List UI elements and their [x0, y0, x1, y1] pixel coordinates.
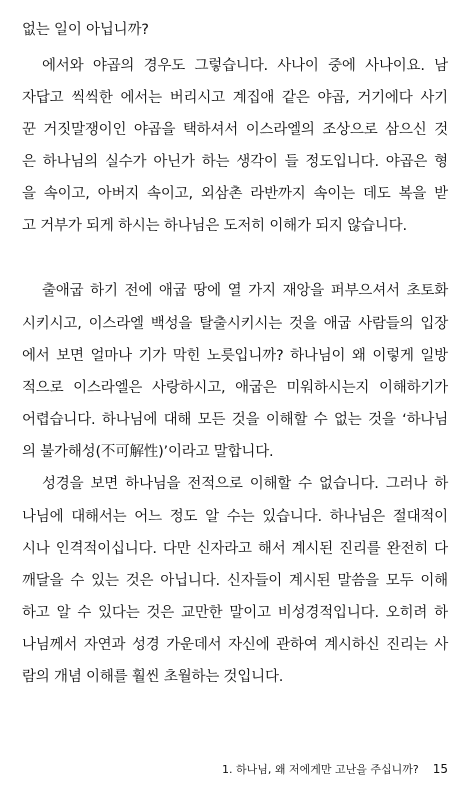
page-number: 15 [432, 762, 448, 776]
text-line: 고 거부가 되게 하시는 하나님은 도저히 이해가 되지 않습니다. [22, 218, 407, 234]
text-line: 성경을 보면 하나님을 전적으로 이해할 수 없습니다. 그러나 하 [42, 476, 448, 492]
text-line: 의 불가해성(不可解性)’이라고 말합니다. [22, 444, 274, 460]
text-line: 꾼 거짓말쟁이인 야곱을 택하셔서 이스라엘의 조상으로 삼으신 것 [22, 122, 448, 138]
page-footer [222, 758, 448, 780]
running-head: 1. 하나님, 왜 저에게만 고난을 주십니까? [222, 763, 419, 776]
text-line: 람의 개념 이해를 훨씬 초월하는 것입니다. [22, 669, 284, 685]
text-line: 어렵습니다. 하나님에 대해 모든 것을 이해할 수 없는 것을 ‘하나님 [22, 412, 448, 428]
text-line: 시나 인격적이십니다. 다만 신자라고 해서 계시된 진리를 완전히 다 [22, 541, 448, 557]
text-line: 자답고 씩씩한 에서는 버리시고 계집애 같은 야곱, 거기에다 사기 [22, 90, 448, 106]
text-line: 하고 알 수 있다는 것은 교만한 말이고 비성경적입니다. 오히려 하 [22, 605, 448, 621]
text-line: 은 하나님의 실수가 아닌가 하는 생각이 들 정도입니다. 야곱은 형 [22, 154, 448, 170]
text-line: 나님에 대해서는 어느 정도 알 수는 있습니다. 하나님은 절대적이 [22, 509, 448, 525]
text-line: 에서 보면 얼마나 기가 막힌 노릇입니까? 하나님이 왜 이렇게 일방 [22, 348, 448, 364]
text-line: 을 속이고, 아버지 속이고, 외삼촌 라반까지 속이는 데도 복을 받 [22, 186, 448, 202]
text-line: 시키시고, 이스라엘 백성을 탈출시키시는 것을 애굽 사람들의 입장 [22, 316, 448, 332]
text-line: 없는 일이 아닙니까? [22, 22, 149, 38]
text-line: 나님께서 자연과 성경 가운데서 자신에 관하여 계시하신 진리는 사 [22, 637, 448, 653]
text-line: 에서와 야곱의 경우도 그렇습니다. 사나이 중에 사나이요. 남 [42, 58, 448, 74]
text-line: 깨달을 수 있는 것은 아닙니다. 신자들이 계시된 말씀을 모두 이해 [22, 573, 448, 589]
text-line: 출애굽 하기 전에 애굽 땅에 열 가지 재앙을 퍼부으셔서 초토화 [42, 283, 448, 299]
text-line: 적으로 이스라엘은 사랑하시고, 애굽은 미워하시는지 이해하기가 [22, 380, 448, 396]
